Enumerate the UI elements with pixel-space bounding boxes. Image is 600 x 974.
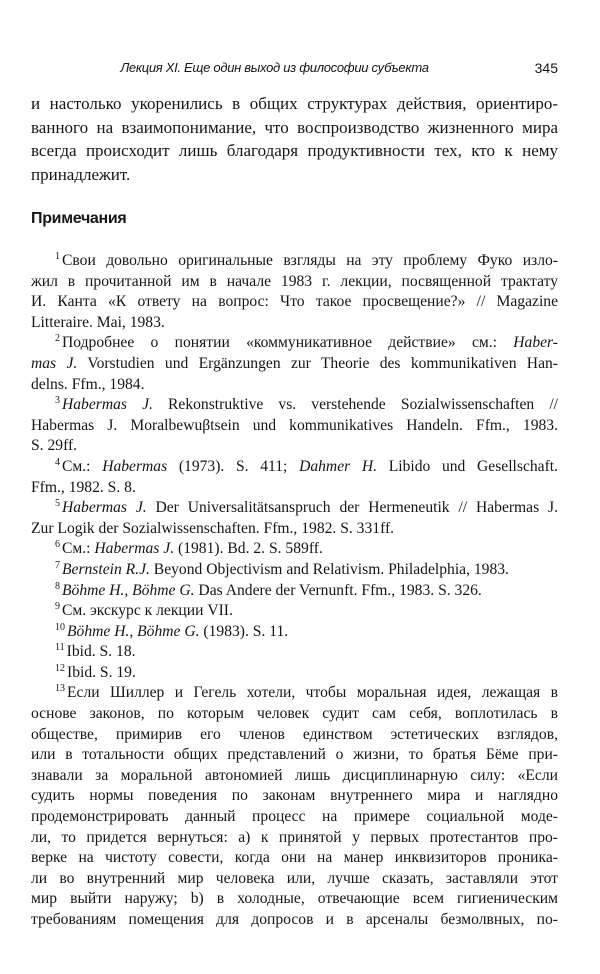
text-segment: (1981). Bd. 2. S. 589ff.	[174, 540, 323, 558]
text-line	[31, 478, 558, 499]
text-segment: (1983). S. 11.	[199, 622, 289, 640]
text-segment: обществе, примирив его членов единством эстетических взглядов,	[31, 725, 558, 743]
notes-heading: Примечания	[31, 210, 127, 227]
text-line	[31, 272, 558, 293]
running-header	[31, 60, 558, 80]
footnote	[31, 333, 558, 395]
text-line	[31, 601, 558, 622]
text-segment: Rekonstruktive vs. verstehende Sozialwissenschaften //	[152, 396, 558, 414]
text-line	[31, 848, 558, 869]
text-line	[31, 581, 558, 602]
text-segment: Подробнее о понятии «коммуникативное действие» см.:	[62, 334, 514, 352]
text-segment: Zur Logik der Sozialwissenschaften. Ffm., 1982. S. 331ff.	[31, 519, 395, 537]
text-segment: Свои довольно оригинальные взгляды на эту проблему Фуко изло-	[62, 252, 558, 269]
citation-author: Dahmer H.	[299, 457, 378, 475]
text-segment: мир выйти наружу; b) в холодные, отвечающие всем гигиеническим	[31, 890, 558, 908]
text-segment: Der Universalitätsanspruch der Hermeneutik // Habermas J.	[146, 499, 558, 517]
text-segment: Vorstudien und Ergänzungen zur Theorie des kommunikativen Han-	[77, 354, 558, 372]
text-segment: требованиям помещения для допросов и в арсеналы безмолвных, по-	[31, 911, 558, 928]
text-line	[31, 725, 558, 746]
text-segment: ли во внутренний мир человека или, лучше сказать, заставляли этот	[31, 869, 558, 887]
footnote-number: 10	[55, 621, 65, 633]
footnote	[31, 581, 558, 602]
footnote	[31, 560, 558, 581]
text-line	[31, 251, 558, 272]
text-line	[31, 375, 558, 396]
text-line	[31, 333, 558, 354]
text-segment: delns. Ffm., 1984.	[31, 375, 145, 393]
page-number: 345	[534, 60, 558, 76]
text-line	[31, 457, 558, 478]
text-segment: основе законов, по которым человек судит сам себя, воплотилась в	[31, 705, 558, 723]
text-segment: ли, то придется вернуться: а) к принятой у первых протестантов про-	[31, 828, 558, 846]
text-line	[31, 498, 558, 519]
footnote-number: 7	[55, 559, 60, 571]
text-line	[31, 786, 558, 807]
citation-author: Habermas J.	[62, 396, 153, 414]
footnote	[31, 498, 558, 539]
footnote-number: 8	[55, 580, 60, 592]
citation-author: Haber-	[513, 334, 558, 352]
text-segment: знавали за моральной автономией лишь дисциплинарную силу: «Если	[31, 766, 558, 784]
text-line	[31, 663, 558, 684]
citation-author: Habermas J.	[62, 499, 147, 517]
notes-list	[31, 251, 558, 931]
text-line	[31, 139, 558, 163]
text-segment: (1973). S. 411;	[167, 457, 300, 475]
text-segment: принадлежит.	[31, 164, 131, 184]
footnote	[31, 457, 558, 498]
footnote-number: 9	[55, 601, 60, 613]
text-line	[31, 92, 558, 116]
text-line	[31, 416, 558, 437]
text-line	[31, 519, 558, 540]
text-segment: продемонстрировать данный процесс на примере социальной моде-	[31, 808, 558, 826]
text-line	[31, 539, 558, 560]
footnote-number: 3	[55, 395, 60, 407]
footnote-number: 13	[55, 683, 65, 695]
text-segment: верке на чистоту совести, когда они на манер инквизиторов проника-	[31, 849, 558, 867]
text-line	[31, 436, 558, 457]
footnote-number: 11	[55, 642, 65, 654]
text-line	[31, 313, 558, 334]
text-line	[31, 869, 558, 890]
text-segment: См.:	[62, 540, 95, 558]
citation-author: Habermas	[102, 457, 168, 475]
text-segment: Litteraire. Mai, 1983.	[31, 313, 165, 331]
text-line	[31, 807, 558, 828]
footnote	[31, 683, 558, 930]
footnote-number: 5	[55, 498, 60, 510]
text-segment: жил в прочитанной им в начале 1983 г. лекции, посвященной трактату	[31, 272, 558, 290]
text-segment: Ibid. S. 19.	[67, 663, 136, 681]
footnote	[31, 251, 558, 333]
running-title: Лекция XI. Еще один выход из философии субъекта	[120, 60, 429, 75]
footnote	[31, 395, 558, 457]
citation-author: Bernstein R.J.	[62, 560, 150, 578]
footnote-number: 6	[55, 539, 60, 551]
text-segment: См.:	[62, 457, 103, 475]
citation-author: Böhme H., Böhme G.	[67, 622, 200, 640]
text-line	[31, 622, 558, 643]
text-line	[31, 828, 558, 849]
footnote-number: 12	[55, 662, 65, 674]
text-line	[31, 292, 558, 313]
text-segment: или в тотальности общих представлений о жизни, то братья Бёме при-	[31, 746, 558, 764]
text-line	[31, 395, 558, 416]
text-segment: Das Andere der Vernunft. Ffm., 1983. S. 326.	[194, 581, 482, 599]
text-line	[31, 642, 558, 663]
text-line	[31, 683, 558, 704]
citation-author: Böhme H., Böhme G.	[62, 581, 195, 599]
text-line	[31, 163, 558, 187]
citation-author: mas J.	[31, 354, 78, 372]
text-segment: Habermas J. Moralbewuβtsein und kommunikatives Handeln. Ffm., 1983.	[31, 416, 558, 434]
text-line	[31, 560, 558, 581]
text-segment: Если Шиллер и Гегель хотели, чтобы моральная идея, лежащая в	[67, 684, 558, 702]
text-line	[31, 766, 558, 787]
text-segment: судить нормы поведения по законам внутреннего мира и наглядно	[31, 787, 558, 805]
footnote	[31, 622, 558, 643]
text-line	[31, 116, 558, 140]
text-segment: Libido und Gesellschaft.	[377, 457, 559, 475]
text-segment: S. 29ff.	[31, 437, 78, 455]
text-segment: ванного на взаимопонимание, что воспроизводство жизненного мира	[31, 117, 558, 137]
footnote-number: 2	[55, 333, 60, 345]
footnote-number: 4	[55, 456, 60, 468]
text-line	[31, 745, 558, 766]
footnote	[31, 601, 558, 622]
text-segment: Ffm., 1982. S. 8.	[31, 478, 136, 496]
text-segment: Beyond Objectivism and Relativism. Philadelphia, 1983.	[149, 560, 509, 578]
footnote	[31, 663, 558, 684]
text-segment: И. Канта «К ответу на вопрос: Что такое просвещение?» // Magazine	[31, 293, 558, 311]
text-segment: См. экскурс к лекции VII.	[62, 602, 233, 620]
text-segment: и настолько укоренились в общих структурах действия, ориентиро-	[31, 94, 558, 113]
text-line	[31, 889, 558, 910]
body-paragraph	[31, 92, 558, 186]
text-line	[31, 910, 558, 931]
text-line	[31, 704, 558, 725]
text-segment: всегда происходит лишь благодаря продуктивности тех, кто к нему	[31, 141, 558, 161]
text-segment: Ibid. S. 18.	[66, 643, 136, 661]
footnote	[31, 539, 558, 560]
footnote-number: 1	[55, 251, 60, 262]
citation-author: Habermas J.	[94, 540, 175, 558]
footnote	[31, 642, 558, 663]
text-line	[31, 354, 558, 375]
